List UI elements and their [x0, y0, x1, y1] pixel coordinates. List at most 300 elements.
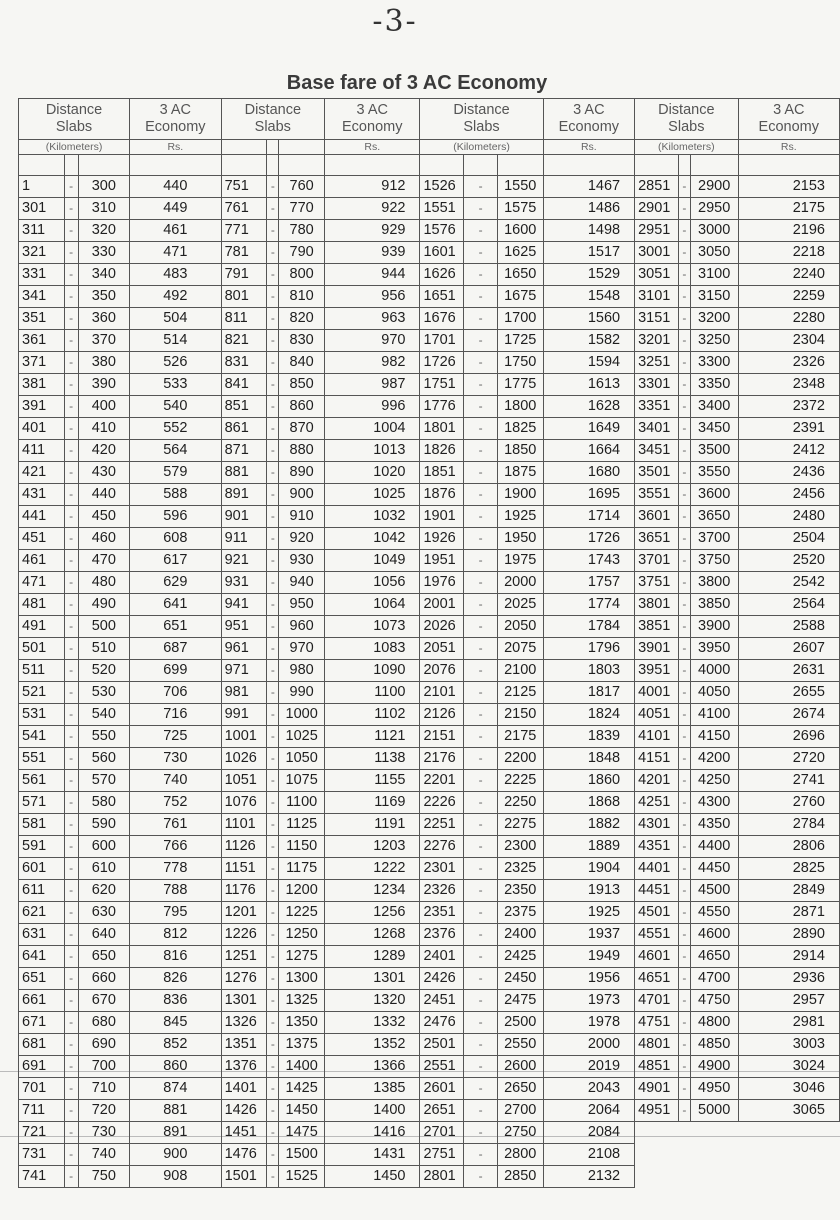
fare-value: 2957 — [738, 990, 839, 1012]
fare-value: 1774 — [543, 594, 634, 616]
table-row — [19, 308, 840, 330]
slab-dash: - — [64, 726, 78, 748]
slab-to: 2175 — [497, 726, 543, 748]
slab-dash: - — [678, 176, 690, 198]
slab-to: 4850 — [690, 1034, 738, 1056]
slab-dash: - — [64, 506, 78, 528]
table-row — [19, 880, 840, 902]
slab-from: 391 — [19, 396, 65, 418]
fare-value: 2849 — [738, 880, 839, 902]
slab-from: 1801 — [420, 418, 464, 440]
table-row — [19, 528, 840, 550]
slab-from: 901 — [221, 506, 267, 528]
fare-value: 2108 — [543, 1144, 634, 1166]
slab-from: 1876 — [420, 484, 464, 506]
empty-cell — [221, 140, 267, 155]
fare-value: 1784 — [543, 616, 634, 638]
slab-to: 4900 — [690, 1056, 738, 1078]
slab-to: 430 — [78, 462, 130, 484]
slab-from: 2276 — [420, 836, 464, 858]
slab-from: 1426 — [221, 1100, 267, 1122]
slab-to: 1125 — [279, 814, 325, 836]
slab-from: 3801 — [635, 594, 679, 616]
slab-from: 4401 — [635, 858, 679, 880]
slab-from: 631 — [19, 924, 65, 946]
slab-to: 850 — [279, 374, 325, 396]
slab-to: 910 — [279, 506, 325, 528]
slab-dash: - — [678, 220, 690, 242]
slab-from: 371 — [19, 352, 65, 374]
slab-dash: - — [678, 704, 690, 726]
fare-value: 1803 — [543, 660, 634, 682]
fare-value: 2631 — [738, 660, 839, 682]
table-row — [19, 902, 840, 924]
slab-dash: - — [678, 836, 690, 858]
empty-cell — [130, 155, 221, 176]
table-row — [19, 638, 840, 660]
slab-from: 3601 — [635, 506, 679, 528]
slab-from: 431 — [19, 484, 65, 506]
empty-cell — [738, 1122, 839, 1144]
fare-value: 1320 — [325, 990, 420, 1012]
fare-value: 2456 — [738, 484, 839, 506]
slab-dash: - — [267, 836, 279, 858]
slab-dash: - — [64, 946, 78, 968]
slab-to: 2475 — [497, 990, 543, 1012]
slab-dash: - — [464, 330, 498, 352]
spacer-row — [19, 155, 840, 176]
slab-from: 401 — [19, 418, 65, 440]
slab-to: 820 — [279, 308, 325, 330]
table-row — [19, 264, 840, 286]
slab-to: 3100 — [690, 264, 738, 286]
slab-dash: - — [678, 484, 690, 506]
table-row — [19, 836, 840, 858]
fare-value: 939 — [325, 242, 420, 264]
slab-dash: - — [464, 946, 498, 968]
slab-from: 2176 — [420, 748, 464, 770]
slab-dash: - — [267, 1012, 279, 1034]
slab-to: 3150 — [690, 286, 738, 308]
page-number: -3- — [372, 4, 418, 39]
slab-to: 1150 — [279, 836, 325, 858]
fare-value: 1121 — [325, 726, 420, 748]
fare-value: 1416 — [325, 1122, 420, 1144]
slab-from: 871 — [221, 440, 267, 462]
fare-value: 2914 — [738, 946, 839, 968]
fare-value: 564 — [130, 440, 221, 462]
fare-value: 1548 — [543, 286, 634, 308]
slab-to: 1225 — [279, 902, 325, 924]
slab-to: 2025 — [497, 594, 543, 616]
slab-to: 4250 — [690, 770, 738, 792]
fare-value: 900 — [130, 1144, 221, 1166]
slab-to: 2350 — [497, 880, 543, 902]
empty-cell — [690, 155, 738, 176]
slab-from: 2051 — [420, 638, 464, 660]
slab-to: 3900 — [690, 616, 738, 638]
fare-value: 2240 — [738, 264, 839, 286]
slab-dash: - — [678, 418, 690, 440]
slab-to: 3950 — [690, 638, 738, 660]
slab-to: 1750 — [497, 352, 543, 374]
fare-value: 1004 — [325, 418, 420, 440]
slab-from: 811 — [221, 308, 267, 330]
slab-to: 510 — [78, 638, 130, 660]
slab-dash: - — [464, 792, 498, 814]
slab-dash: - — [267, 770, 279, 792]
slab-dash: - — [64, 572, 78, 594]
empty-cell — [19, 155, 65, 176]
slab-dash: - — [267, 220, 279, 242]
distance-unit: (Kilometers) — [19, 140, 130, 155]
slab-dash: - — [64, 682, 78, 704]
slab-dash: - — [464, 770, 498, 792]
empty-cell — [738, 1166, 839, 1188]
slab-dash: - — [267, 352, 279, 374]
slab-from: 641 — [19, 946, 65, 968]
slab-dash: - — [464, 440, 498, 462]
slab-to: 890 — [279, 462, 325, 484]
slab-from: 471 — [19, 572, 65, 594]
slab-to: 2700 — [497, 1100, 543, 1122]
slab-from: 2351 — [420, 902, 464, 924]
slab-dash: - — [464, 748, 498, 770]
fare-value: 2153 — [738, 176, 839, 198]
slab-dash: - — [267, 1166, 279, 1188]
empty-cell — [325, 155, 420, 176]
slab-from: 781 — [221, 242, 267, 264]
slab-dash: - — [64, 594, 78, 616]
slab-to: 2325 — [497, 858, 543, 880]
slab-dash: - — [678, 396, 690, 418]
slab-to: 950 — [279, 594, 325, 616]
table-title: Base fare of 3 AC Economy — [286, 72, 548, 94]
slab-dash: - — [267, 1144, 279, 1166]
fare-value: 1628 — [543, 396, 634, 418]
slab-from: 351 — [19, 308, 65, 330]
slab-dash: - — [267, 330, 279, 352]
slab-dash: - — [678, 1078, 690, 1100]
slab-from: 851 — [221, 396, 267, 418]
slab-from: 711 — [19, 1100, 65, 1122]
fare-value: 461 — [130, 220, 221, 242]
slab-from: 751 — [221, 176, 267, 198]
fare-unit: Rs. — [738, 140, 839, 155]
slab-dash: - — [267, 660, 279, 682]
fare-value: 860 — [130, 1056, 221, 1078]
fare-table — [18, 98, 840, 1188]
slab-to: 400 — [78, 396, 130, 418]
slab-dash: - — [64, 792, 78, 814]
fare-value: 2019 — [543, 1056, 634, 1078]
fare-value: 908 — [130, 1166, 221, 1188]
fare-value: 1064 — [325, 594, 420, 616]
fare-header: 3 AC Economy — [543, 99, 634, 140]
slab-dash: - — [678, 770, 690, 792]
slab-from: 2851 — [635, 176, 679, 198]
slab-to: 360 — [78, 308, 130, 330]
slab-to: 4350 — [690, 814, 738, 836]
slab-dash: - — [678, 858, 690, 880]
slab-to: 980 — [279, 660, 325, 682]
fare-value: 2304 — [738, 330, 839, 352]
slab-dash: - — [64, 528, 78, 550]
fare-value: 2607 — [738, 638, 839, 660]
table-row — [19, 220, 840, 242]
fare-value: 795 — [130, 902, 221, 924]
slab-from: 2301 — [420, 858, 464, 880]
slab-dash: - — [464, 484, 498, 506]
slab-to: 570 — [78, 770, 130, 792]
fare-value: 2741 — [738, 770, 839, 792]
slab-from: 2126 — [420, 704, 464, 726]
slab-to: 1275 — [279, 946, 325, 968]
slab-from: 1826 — [420, 440, 464, 462]
slab-dash: - — [267, 726, 279, 748]
fare-value: 826 — [130, 968, 221, 990]
slab-dash: - — [64, 1144, 78, 1166]
slab-to: 330 — [78, 242, 130, 264]
fare-value: 2806 — [738, 836, 839, 858]
slab-to: 310 — [78, 198, 130, 220]
slab-from: 1101 — [221, 814, 267, 836]
slab-to: 1325 — [279, 990, 325, 1012]
slab-from: 1551 — [420, 198, 464, 220]
distance-unit: (Kilometers) — [420, 140, 543, 155]
slab-to: 380 — [78, 352, 130, 374]
slab-to: 560 — [78, 748, 130, 770]
slab-dash: - — [267, 1078, 279, 1100]
slab-to: 1375 — [279, 1034, 325, 1056]
slab-from: 1851 — [420, 462, 464, 484]
slab-dash: - — [267, 902, 279, 924]
slab-dash: - — [64, 1012, 78, 1034]
slab-from: 1901 — [420, 506, 464, 528]
table-row — [19, 990, 840, 1012]
slab-dash: - — [464, 1166, 498, 1188]
fare-value: 2391 — [738, 418, 839, 440]
slab-to: 860 — [279, 396, 325, 418]
slab-dash: - — [464, 814, 498, 836]
fare-header: 3 AC Economy — [738, 99, 839, 140]
slab-from: 2651 — [420, 1100, 464, 1122]
slab-dash: - — [64, 638, 78, 660]
slab-to: 960 — [279, 616, 325, 638]
slab-to: 990 — [279, 682, 325, 704]
fare-value: 687 — [130, 638, 221, 660]
table-row — [19, 946, 840, 968]
slab-dash: - — [464, 220, 498, 242]
slab-to: 1250 — [279, 924, 325, 946]
slab-from: 2326 — [420, 880, 464, 902]
slab-dash: - — [64, 264, 78, 286]
slab-from: 721 — [19, 1122, 65, 1144]
empty-cell — [678, 1166, 690, 1188]
slab-from: 3101 — [635, 286, 679, 308]
slab-dash: - — [464, 286, 498, 308]
table-row — [19, 550, 840, 572]
table-row — [19, 352, 840, 374]
slab-from: 2476 — [420, 1012, 464, 1034]
slab-to: 3000 — [690, 220, 738, 242]
slab-from: 511 — [19, 660, 65, 682]
fare-value: 929 — [325, 220, 420, 242]
fare-value: 1056 — [325, 572, 420, 594]
slab-to: 2050 — [497, 616, 543, 638]
fare-value: 1649 — [543, 418, 634, 440]
slab-dash: - — [267, 176, 279, 198]
fare-value: 1025 — [325, 484, 420, 506]
fare-value: 2504 — [738, 528, 839, 550]
slab-to: 2900 — [690, 176, 738, 198]
slab-dash: - — [678, 506, 690, 528]
fare-value: 492 — [130, 286, 221, 308]
fare-value: 483 — [130, 264, 221, 286]
slab-to: 590 — [78, 814, 130, 836]
slab-from: 921 — [221, 550, 267, 572]
table-row — [19, 792, 840, 814]
slab-dash: - — [267, 396, 279, 418]
fare-value: 2259 — [738, 286, 839, 308]
empty-cell — [78, 155, 130, 176]
slab-to: 4100 — [690, 704, 738, 726]
table-row — [19, 726, 840, 748]
fare-unit: Rs. — [325, 140, 420, 155]
slab-from: 4301 — [635, 814, 679, 836]
slab-to: 920 — [279, 528, 325, 550]
slab-from: 4651 — [635, 968, 679, 990]
fare-value: 1431 — [325, 1144, 420, 1166]
slab-dash: - — [267, 748, 279, 770]
slab-dash: - — [464, 704, 498, 726]
fare-value: 1937 — [543, 924, 634, 946]
slab-from: 1926 — [420, 528, 464, 550]
fare-value: 1889 — [543, 836, 634, 858]
fare-value: 1925 — [543, 902, 634, 924]
fare-value: 1400 — [325, 1100, 420, 1122]
slab-to: 4650 — [690, 946, 738, 968]
slab-dash: - — [464, 594, 498, 616]
slab-dash: - — [678, 374, 690, 396]
slab-from: 1476 — [221, 1144, 267, 1166]
slab-dash: - — [678, 440, 690, 462]
slab-to: 500 — [78, 616, 130, 638]
slab-from: 581 — [19, 814, 65, 836]
slab-to: 2375 — [497, 902, 543, 924]
slab-dash: - — [64, 1056, 78, 1078]
slab-from: 3651 — [635, 528, 679, 550]
slab-dash: - — [464, 1056, 498, 1078]
slab-from: 1451 — [221, 1122, 267, 1144]
slab-to: 4800 — [690, 1012, 738, 1034]
slab-from: 531 — [19, 704, 65, 726]
fare-value: 1560 — [543, 308, 634, 330]
slab-from: 701 — [19, 1078, 65, 1100]
fare-body — [19, 176, 840, 1188]
fare-header: 3 AC Economy — [325, 99, 420, 140]
fare-value: 2760 — [738, 792, 839, 814]
table-row — [19, 1056, 840, 1078]
slab-from: 1376 — [221, 1056, 267, 1078]
slab-to: 4300 — [690, 792, 738, 814]
fare-value: 2674 — [738, 704, 839, 726]
slab-dash: - — [678, 990, 690, 1012]
fare-value: 944 — [325, 264, 420, 286]
slab-dash: - — [267, 616, 279, 638]
fare-value: 716 — [130, 704, 221, 726]
slab-from: 3451 — [635, 440, 679, 462]
slab-dash: - — [64, 330, 78, 352]
slab-dash: - — [267, 572, 279, 594]
fare-value: 956 — [325, 286, 420, 308]
slab-from: 1626 — [420, 264, 464, 286]
fare-value: 1222 — [325, 858, 420, 880]
slab-dash: - — [64, 286, 78, 308]
slab-to: 1000 — [279, 704, 325, 726]
slab-to: 4500 — [690, 880, 738, 902]
distance-header: Distance Slabs — [420, 99, 543, 140]
fare-value: 2720 — [738, 748, 839, 770]
fare-value: 706 — [130, 682, 221, 704]
fare-value: 3024 — [738, 1056, 839, 1078]
slab-to: 2125 — [497, 682, 543, 704]
slab-from: 1326 — [221, 1012, 267, 1034]
slab-dash: - — [267, 374, 279, 396]
fare-value: 651 — [130, 616, 221, 638]
fare-value: 2175 — [738, 198, 839, 220]
slab-to: 2275 — [497, 814, 543, 836]
fare-value: 1032 — [325, 506, 420, 528]
fare-value: 1100 — [325, 682, 420, 704]
fare-value: 1868 — [543, 792, 634, 814]
slab-to: 2950 — [690, 198, 738, 220]
slab-to: 2500 — [497, 1012, 543, 1034]
slab-dash: - — [64, 1100, 78, 1122]
slab-to: 3550 — [690, 462, 738, 484]
slab-to: 1525 — [279, 1166, 325, 1188]
fare-value: 1824 — [543, 704, 634, 726]
slab-dash: - — [267, 946, 279, 968]
slab-to: 2850 — [497, 1166, 543, 1188]
fare-value: 1486 — [543, 198, 634, 220]
slab-dash: - — [267, 792, 279, 814]
fare-value: 1020 — [325, 462, 420, 484]
fare-value: 588 — [130, 484, 221, 506]
fare-value: 1049 — [325, 550, 420, 572]
fare-value: 881 — [130, 1100, 221, 1122]
slab-from: 2076 — [420, 660, 464, 682]
slab-to: 650 — [78, 946, 130, 968]
slab-dash: - — [464, 726, 498, 748]
slab-to: 320 — [78, 220, 130, 242]
fare-value: 1155 — [325, 770, 420, 792]
slab-to: 4950 — [690, 1078, 738, 1100]
slab-dash: - — [64, 352, 78, 374]
slab-from: 421 — [19, 462, 65, 484]
empty-cell — [690, 1166, 738, 1188]
slab-from: 3151 — [635, 308, 679, 330]
fare-value: 1848 — [543, 748, 634, 770]
table-row — [19, 506, 840, 528]
slab-to: 490 — [78, 594, 130, 616]
slab-from: 521 — [19, 682, 65, 704]
slab-from: 1701 — [420, 330, 464, 352]
table-row — [19, 770, 840, 792]
slab-to: 1425 — [279, 1078, 325, 1100]
slab-from: 361 — [19, 330, 65, 352]
empty-cell — [738, 155, 839, 176]
